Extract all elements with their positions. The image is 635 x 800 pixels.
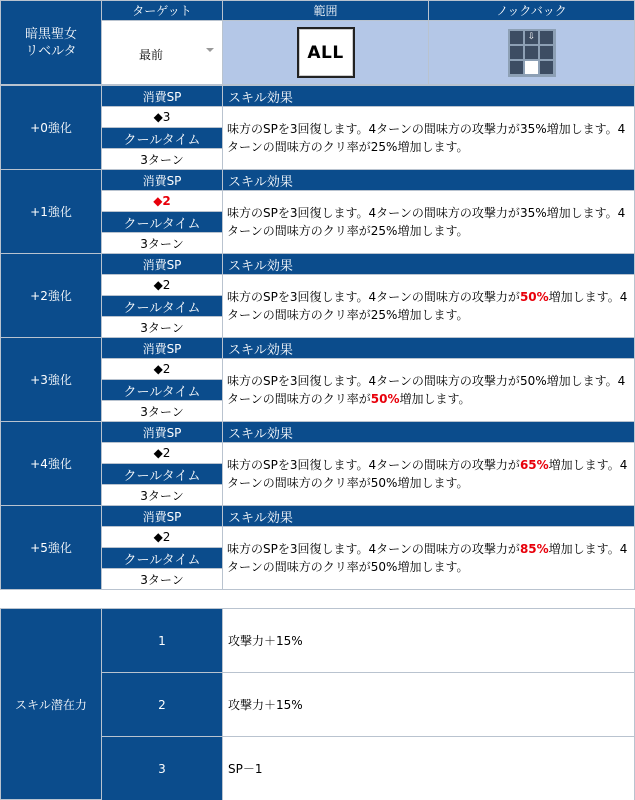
range-cell — [222, 20, 429, 85]
effect-description — [222, 274, 635, 338]
effect-label: スキル効果 — [222, 169, 635, 191]
effect-label: スキル効果 — [222, 505, 635, 527]
cooldown-value: 3ターン — [101, 316, 223, 338]
potential-title-cell — [0, 608, 102, 800]
sp-value: ◆2 — [153, 278, 171, 292]
effect-text-1: 味方のSPを3回復します。4ターンの間味方の攻撃力が — [227, 542, 520, 556]
potential-text-cell — [222, 672, 635, 737]
sp-value: ◆3 — [153, 110, 171, 124]
effect-description — [222, 106, 635, 170]
effect-text-2: 増加します。4ターンの間味方のクリ率が — [227, 542, 628, 574]
level-label-cell — [0, 169, 102, 254]
effect-text-3: 増加します。 — [397, 476, 469, 490]
effect-description — [222, 358, 635, 422]
effect-text-3: 増加します。 — [397, 224, 469, 238]
effect-label: スキル効果 — [222, 253, 635, 275]
range-all-icon: ALL — [297, 27, 355, 78]
level-label-cell — [0, 505, 102, 590]
potential-number-cell — [101, 736, 223, 800]
sp-value-cell — [101, 190, 223, 212]
sp-value: ◆2 — [153, 530, 171, 544]
potential-text-cell — [222, 608, 635, 673]
effect-text-1: 味方のSPを3回復します。4ターンの間味方の攻撃力が — [227, 374, 520, 388]
effect-value-attack: 35% — [519, 122, 547, 136]
effect-text-1: 味方のSPを3回復します。4ターンの間味方の攻撃力が — [227, 290, 520, 304]
effect-label: スキル効果 — [222, 337, 635, 359]
potential-number: 3 — [158, 761, 166, 776]
potential-text: SP－1 — [228, 762, 263, 776]
level-label: +4強化 — [30, 457, 72, 471]
level-label: +5強化 — [30, 541, 72, 555]
cooldown-value: 3ターン — [101, 232, 223, 254]
level-label: +0強化 — [30, 121, 72, 135]
effect-description — [222, 442, 635, 506]
effect-text-2: 増加します。4ターンの間味方のクリ率が — [227, 374, 626, 406]
sp-value-cell — [101, 442, 223, 464]
effect-text-2: 増加します。4ターンの間味方のクリ率が — [227, 122, 626, 154]
effect-value-attack: 35% — [519, 206, 547, 220]
effect-description — [222, 190, 635, 254]
sp-value-cell — [101, 358, 223, 380]
cooldown-label: クールタイム — [101, 127, 223, 149]
cooldown-value: 3ターン — [101, 400, 223, 422]
target-header: ターゲット — [101, 0, 223, 21]
effect-value-crit: 25% — [370, 140, 398, 154]
potential-number-cell — [101, 672, 223, 737]
level-label: +1強化 — [30, 205, 72, 219]
knockback-cell — [428, 20, 635, 85]
cooldown-value: 3ターン — [101, 484, 223, 506]
effect-description — [222, 526, 635, 590]
knockback-grid-icon — [508, 29, 556, 77]
cooldown-label: クールタイム — [101, 547, 223, 569]
sp-value: ◆2 — [153, 194, 171, 208]
level-label-cell — [0, 253, 102, 338]
level-label: +3強化 — [30, 373, 72, 387]
effect-highlight-attack: 50% — [519, 290, 549, 304]
effect-text-3: 増加します。 — [397, 560, 469, 574]
effect-highlight-attack: 65% — [519, 458, 549, 472]
potential-number: 2 — [158, 697, 166, 712]
arrow-down-icon: ⇩ — [525, 31, 538, 44]
sp-value: ◆2 — [153, 446, 171, 460]
potential-text: 攻撃力＋15% — [228, 698, 303, 712]
effect-text-1: 味方のSPを3回復します。4ターンの間味方の攻撃力が — [227, 122, 520, 136]
effect-highlight-crit: 50% — [370, 392, 400, 406]
effect-text-3: 増加します。 — [397, 308, 469, 322]
effect-label: スキル効果 — [222, 85, 635, 107]
effect-text-2: 増加します。4ターンの間味方のクリ率が — [227, 206, 626, 238]
level-label-cell — [0, 85, 102, 170]
character-name-cell — [0, 0, 102, 85]
sp-value: ◆2 — [153, 362, 171, 376]
effect-text-1: 味方のSPを3回復します。4ターンの間味方の攻撃力が — [227, 206, 520, 220]
cooldown-label: クールタイム — [101, 463, 223, 485]
effect-value-crit: 50% — [370, 476, 398, 490]
cooldown-label: クールタイム — [101, 379, 223, 401]
range-header: 範囲 — [222, 0, 429, 21]
character-name: 暗黒聖女 リベルタ — [24, 26, 77, 59]
sp-label: 消費SP — [101, 505, 223, 527]
effect-highlight-attack: 85% — [519, 542, 549, 556]
sp-label: 消費SP — [101, 421, 223, 443]
effect-text-3: 増加します。 — [399, 392, 471, 406]
target-select[interactable] — [101, 20, 223, 85]
cooldown-label: クールタイム — [101, 295, 223, 317]
effect-text-2: 増加します。4ターンの間味方のクリ率が — [227, 290, 628, 322]
effect-text-3: 増加します。 — [397, 140, 469, 154]
cooldown-value: 3ターン — [101, 568, 223, 590]
level-label-cell — [0, 421, 102, 506]
effect-value-attack: 50% — [519, 374, 547, 388]
sp-label: 消費SP — [101, 253, 223, 275]
effect-value-crit: 25% — [370, 308, 398, 322]
effect-text-1: 味方のSPを3回復します。4ターンの間味方の攻撃力が — [227, 458, 520, 472]
effect-text-2: 増加します。4ターンの間味方のクリ率が — [227, 458, 628, 490]
level-label: +2強化 — [30, 289, 72, 303]
potential-title: スキル潜在力 — [15, 697, 87, 712]
level-label-cell — [0, 337, 102, 422]
potential-number: 1 — [158, 633, 166, 648]
chevron-down-icon[interactable] — [206, 48, 214, 52]
effect-value-crit: 25% — [370, 224, 398, 238]
effect-label: スキル効果 — [222, 421, 635, 443]
potential-text-cell — [222, 736, 635, 800]
sp-value-cell — [101, 106, 223, 128]
sp-label: 消費SP — [101, 337, 223, 359]
sp-label: 消費SP — [101, 169, 223, 191]
cooldown-label: クールタイム — [101, 211, 223, 233]
cooldown-value: 3ターン — [101, 148, 223, 170]
sp-label: 消費SP — [101, 85, 223, 107]
potential-number-cell — [101, 608, 223, 673]
target-select-value: 最前 — [139, 48, 164, 62]
potential-text: 攻撃力＋15% — [228, 634, 303, 648]
sp-value-cell — [101, 274, 223, 296]
knockback-header: ノックバック — [428, 0, 635, 21]
effect-value-crit: 50% — [370, 560, 398, 574]
sp-value-cell — [101, 526, 223, 548]
